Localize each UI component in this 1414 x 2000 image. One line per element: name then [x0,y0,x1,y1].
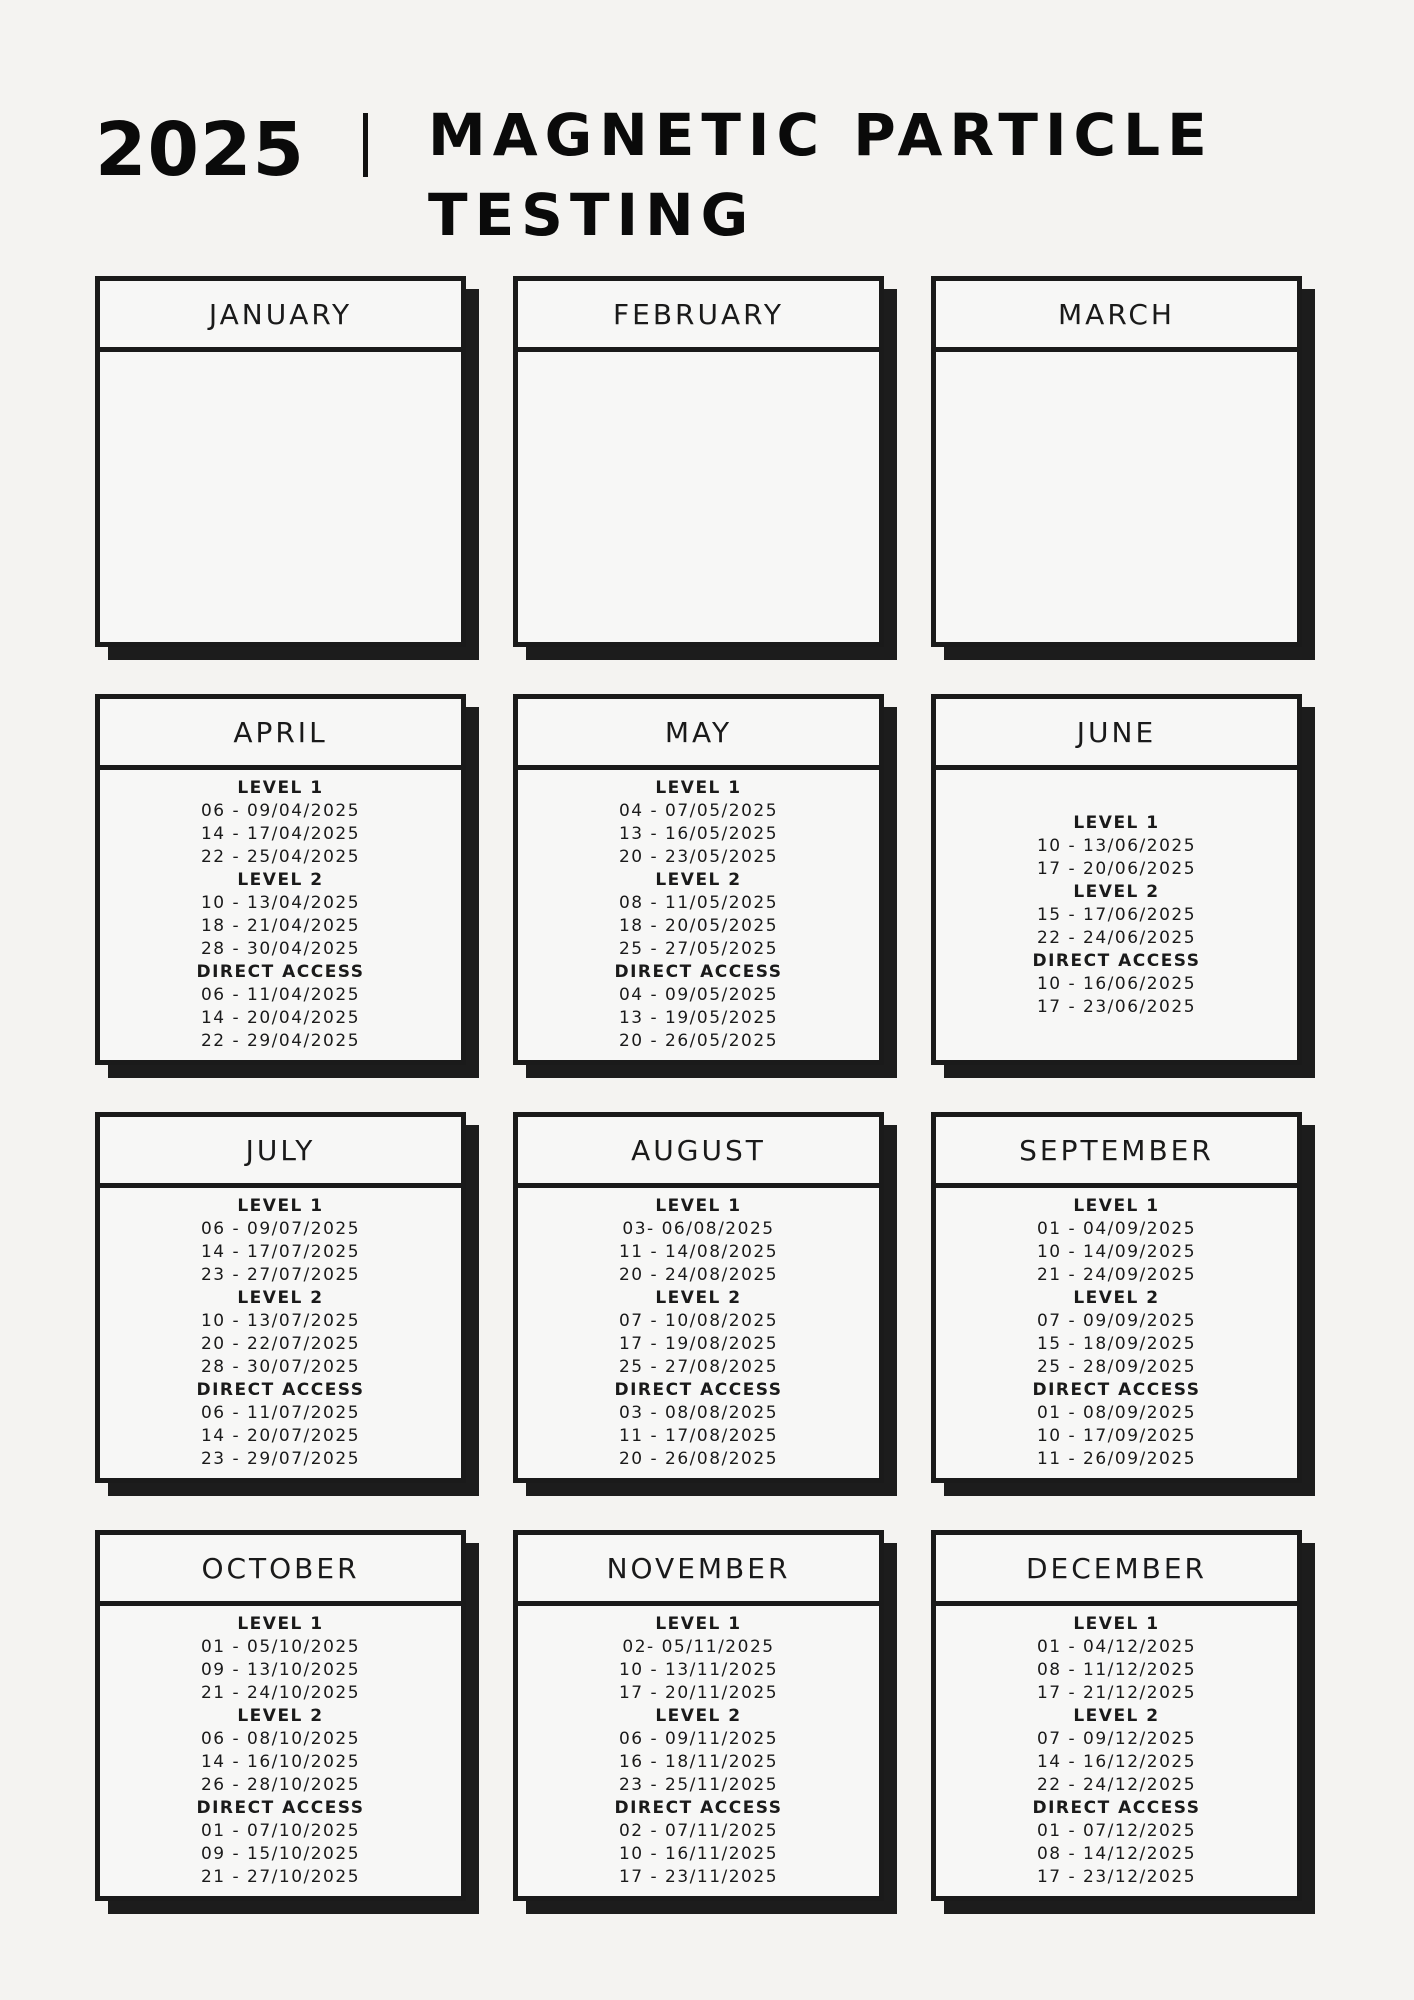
schedule-section [201,869,360,961]
month-name: MAY [518,699,879,770]
schedule-section [619,869,778,961]
date-range: 22 - 24/12/2025 [1036,1775,1197,1795]
date-range: 11 - 14/08/2025 [618,1242,779,1262]
month-schedule [936,1606,1297,1896]
date-range: 11 - 26/09/2025 [1036,1449,1197,1469]
section-title: DIRECT ACCESS [196,962,365,982]
month-schedule [100,352,461,642]
date-range: 10 - 17/09/2025 [1036,1426,1197,1446]
section-title: LEVEL 1 [655,1196,742,1216]
title-separator [363,113,368,177]
section-title: LEVEL 2 [237,870,324,890]
month-schedule [936,352,1297,642]
date-range: 20 - 23/05/2025 [618,847,779,867]
section-title: DIRECT ACCESS [196,1798,365,1818]
date-range: 06 - 09/11/2025 [618,1729,779,1749]
section-title: LEVEL 1 [1073,1614,1160,1634]
date-range: 06 - 08/10/2025 [200,1729,361,1749]
schedule-section [614,1379,782,1471]
date-range: 10 - 13/04/2025 [200,893,361,913]
month-name: JANUARY [100,281,461,352]
date-range: 13 - 19/05/2025 [618,1008,779,1028]
date-range: 17 - 20/11/2025 [618,1683,779,1703]
month-name: AUGUST [518,1117,879,1188]
schedule-section [1037,812,1196,881]
date-range: 07 - 09/12/2025 [1036,1729,1197,1749]
section-title: LEVEL 1 [237,1614,324,1634]
date-range: 04 - 07/05/2025 [618,801,779,821]
month-card-november [513,1530,884,1901]
date-range: 22 - 29/04/2025 [200,1031,361,1051]
date-range: 23 - 25/11/2025 [618,1775,779,1795]
date-range: 17 - 23/06/2025 [1036,996,1197,1017]
section-title: DIRECT ACCESS [614,962,783,982]
date-range: 15 - 17/06/2025 [1036,904,1197,925]
month-schedule [518,352,879,642]
schedule-section [1037,1613,1196,1705]
section-title: DIRECT ACCESS [196,1380,365,1400]
date-range: 22 - 25/04/2025 [200,847,361,867]
card-face [95,694,466,1065]
date-range: 25 - 27/05/2025 [618,939,779,959]
date-range: 08 - 11/12/2025 [1036,1660,1197,1680]
date-range: 14 - 16/12/2025 [1036,1752,1197,1772]
date-range: 14 - 17/04/2025 [200,824,361,844]
date-range: 10 - 14/09/2025 [1036,1242,1197,1262]
schedule-section [614,1797,782,1889]
section-title: LEVEL 1 [1073,812,1160,833]
month-name: FEBRUARY [518,281,879,352]
schedule-section [619,1705,778,1797]
section-title: LEVEL 1 [237,1196,324,1216]
card-face [931,1530,1302,1901]
month-schedule [518,770,879,1060]
section-title: LEVEL 1 [237,778,324,798]
schedule-section [201,1287,360,1379]
date-range: 10 - 13/06/2025 [1036,835,1197,856]
section-title: LEVEL 2 [1073,1706,1160,1726]
month-name: APRIL [100,699,461,770]
date-range: 01 - 04/09/2025 [1036,1219,1197,1239]
date-range: 03- 06/08/2025 [622,1219,775,1239]
date-range: 06 - 11/04/2025 [200,985,361,1005]
card-face [95,1112,466,1483]
date-range: 14 - 17/07/2025 [200,1242,361,1262]
month-card-september [931,1112,1302,1483]
month-card-january [95,276,466,647]
schedule-section [196,1797,364,1889]
date-range: 03 - 08/08/2025 [618,1403,779,1423]
section-title: LEVEL 2 [655,1288,742,1308]
section-title: DIRECT ACCESS [614,1798,783,1818]
month-name: NOVEMBER [518,1535,879,1606]
date-range: 08 - 14/12/2025 [1036,1844,1197,1864]
date-range: 06 - 09/07/2025 [200,1219,361,1239]
date-range: 04 - 09/05/2025 [618,985,779,1005]
schedule-section [619,777,778,869]
date-range: 10 - 16/06/2025 [1036,973,1197,994]
month-card-may [513,694,884,1065]
date-range: 21 - 24/09/2025 [1036,1265,1197,1285]
date-range: 07 - 10/08/2025 [618,1311,779,1331]
section-title: LEVEL 2 [655,1706,742,1726]
page-header [95,95,1345,249]
schedule-section [614,961,782,1053]
schedule-section [196,1379,364,1471]
section-title: DIRECT ACCESS [1032,1380,1201,1400]
section-title: LEVEL 2 [1073,881,1160,902]
date-range: 20 - 22/07/2025 [200,1334,361,1354]
date-range: 14 - 16/10/2025 [200,1752,361,1772]
date-range: 15 - 18/09/2025 [1036,1334,1197,1354]
month-name: MARCH [936,281,1297,352]
card-face [95,1530,466,1901]
page-title [428,95,1214,255]
date-range: 11 - 17/08/2025 [618,1426,779,1446]
card-face [513,694,884,1065]
month-card-july [95,1112,466,1483]
section-title: LEVEL 1 [1073,1196,1160,1216]
date-range: 21 - 27/10/2025 [200,1867,361,1887]
schedule-section [201,1705,360,1797]
month-card-december [931,1530,1302,1901]
month-schedule [936,770,1297,1060]
date-range: 20 - 26/05/2025 [618,1031,779,1051]
schedule-section [201,1613,360,1705]
date-range: 28 - 30/07/2025 [200,1357,361,1377]
month-schedule [518,1188,879,1478]
date-range: 02- 05/11/2025 [622,1637,775,1657]
date-range: 18 - 20/05/2025 [618,916,779,936]
month-card-april [95,694,466,1065]
date-range: 16 - 18/11/2025 [618,1752,779,1772]
section-title: DIRECT ACCESS [1032,1798,1201,1818]
section-title: LEVEL 2 [237,1288,324,1308]
card-face [513,1530,884,1901]
section-title: LEVEL 2 [237,1706,324,1726]
date-range: 21 - 24/10/2025 [200,1683,361,1703]
date-range: 17 - 23/11/2025 [618,1867,779,1887]
date-range: 01 - 07/10/2025 [200,1821,361,1841]
section-title: DIRECT ACCESS [614,1380,783,1400]
date-range: 25 - 28/09/2025 [1036,1357,1197,1377]
card-face [931,276,1302,647]
month-card-october [95,1530,466,1901]
month-card-march [931,276,1302,647]
date-range: 01 - 05/10/2025 [200,1637,361,1657]
schedule-section [1032,950,1200,1019]
date-range: 10 - 16/11/2025 [618,1844,779,1864]
date-range: 17 - 20/06/2025 [1036,858,1197,879]
date-range: 17 - 23/12/2025 [1036,1867,1197,1887]
schedule-section [1037,1705,1196,1797]
date-range: 01 - 08/09/2025 [1036,1403,1197,1423]
date-range: 14 - 20/04/2025 [200,1008,361,1028]
card-face [513,276,884,647]
date-range: 10 - 13/07/2025 [200,1311,361,1331]
date-range: 17 - 19/08/2025 [618,1334,779,1354]
section-title: LEVEL 2 [655,870,742,890]
year-label: 2025 [95,107,305,193]
date-range: 02 - 07/11/2025 [618,1821,779,1841]
date-range: 08 - 11/05/2025 [618,893,779,913]
date-range: 07 - 09/09/2025 [1036,1311,1197,1331]
schedule-section [1032,1797,1200,1889]
month-schedule [518,1606,879,1896]
page-title-line-2: TESTING [428,181,756,249]
month-name: DECEMBER [936,1535,1297,1606]
date-range: 17 - 21/12/2025 [1036,1683,1197,1703]
date-range: 13 - 16/05/2025 [618,824,779,844]
schedule-section [619,1613,778,1705]
date-range: 20 - 26/08/2025 [618,1449,779,1469]
date-range: 20 - 24/08/2025 [618,1265,779,1285]
date-range: 14 - 20/07/2025 [200,1426,361,1446]
month-card-august [513,1112,884,1483]
schedule-section [201,1195,360,1287]
section-title: LEVEL 2 [1073,1288,1160,1308]
card-face [931,1112,1302,1483]
schedule-section [1037,1195,1196,1287]
date-range: 23 - 29/07/2025 [200,1449,361,1469]
date-range: 25 - 27/08/2025 [618,1357,779,1377]
card-face [513,1112,884,1483]
month-name: JULY [100,1117,461,1188]
schedule-section [619,1287,778,1379]
month-grid [95,276,1320,1926]
section-title: DIRECT ACCESS [1032,950,1201,971]
date-range: 18 - 21/04/2025 [200,916,361,936]
month-card-june [931,694,1302,1065]
section-title: LEVEL 1 [655,778,742,798]
section-title: LEVEL 1 [655,1614,742,1634]
schedule-section [1037,1287,1196,1379]
date-range: 01 - 07/12/2025 [1036,1821,1197,1841]
date-range: 10 - 13/11/2025 [618,1660,779,1680]
page-title-line-1: MAGNETIC PARTICLE [428,101,1214,169]
schedule-section [619,1195,778,1287]
date-range: 22 - 24/06/2025 [1036,927,1197,948]
card-face [931,694,1302,1065]
month-name: JUNE [936,699,1297,770]
date-range: 01 - 04/12/2025 [1036,1637,1197,1657]
schedule-section [1037,881,1196,950]
month-schedule [936,1188,1297,1478]
date-range: 09 - 15/10/2025 [200,1844,361,1864]
schedule-section [1032,1379,1200,1471]
date-range: 26 - 28/10/2025 [200,1775,361,1795]
date-range: 28 - 30/04/2025 [200,939,361,959]
date-range: 06 - 09/04/2025 [200,801,361,821]
schedule-section [196,961,364,1053]
date-range: 06 - 11/07/2025 [200,1403,361,1423]
schedule-section [201,777,360,869]
date-range: 23 - 27/07/2025 [200,1265,361,1285]
card-face [95,276,466,647]
date-range: 09 - 13/10/2025 [200,1660,361,1680]
month-schedule [100,1606,461,1896]
month-card-february [513,276,884,647]
month-schedule [100,770,461,1060]
month-schedule [100,1188,461,1478]
month-name: SEPTEMBER [936,1117,1297,1188]
month-name: OCTOBER [100,1535,461,1606]
